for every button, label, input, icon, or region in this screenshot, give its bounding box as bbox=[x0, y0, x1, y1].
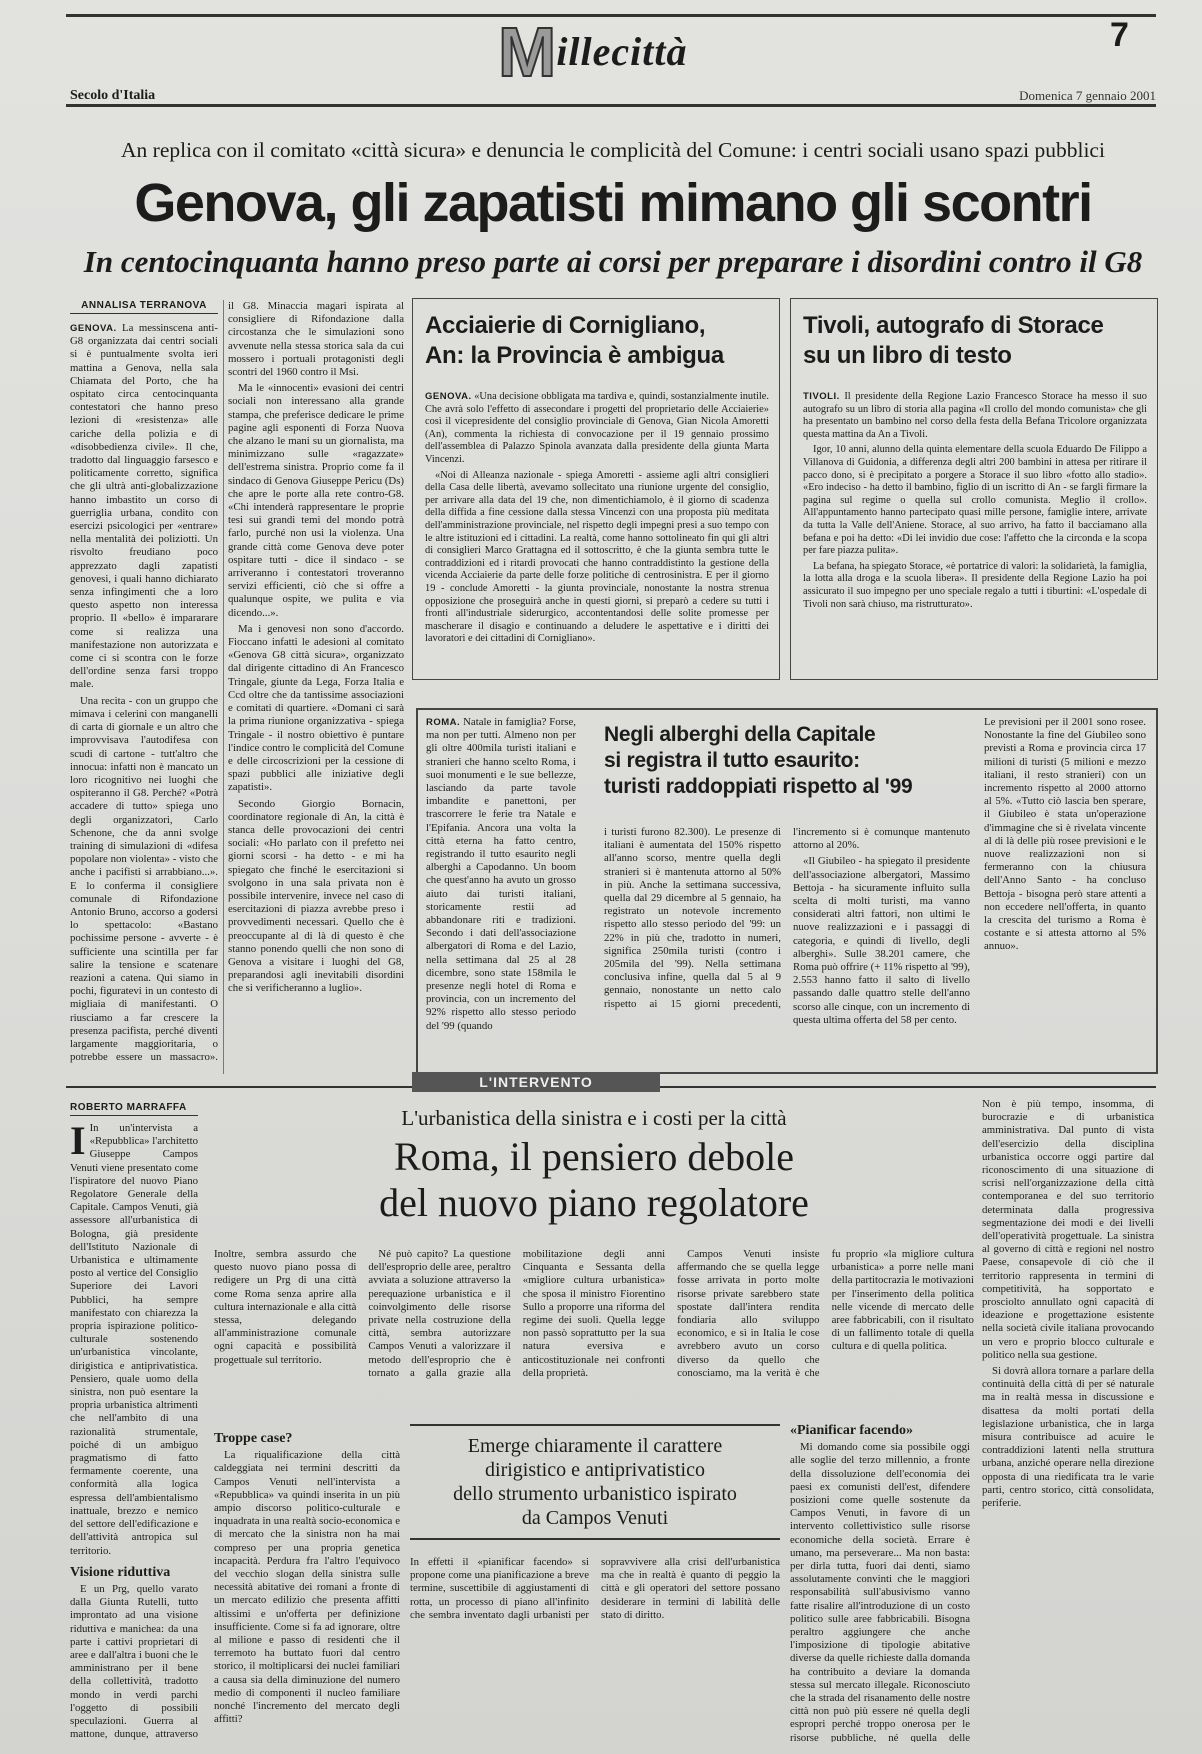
lead-paragraph: Ma le «innocenti» evasioni dei centri sociali non interessano alla grande stampa, che preferisce dedicare le prime pagine agli esponenti di Forza Nuova che alzano le mani su un giornalista, ma minimizzano sulle «ragazzate» dell'estrema sinistra. Proprio come fa il sindaco di Genova Giuseppe Pericu (Ds) che apre le porte alla rete contro-G8. «Chi intenderà rappresentare le proprie tesi sui grandi temi del mondo potrà farlo, purché non usi la violenza. Una grande città come Genova deve poter ospitare tutti - dice il sindaco - se arriveranno i contestatori troveranno servizi efficienti, ciò che si offre a qualunque ospite, we pulita e via dicendo...». bbox=[228, 382, 404, 619]
intervento-upper-columns: Inoltre, sembra assurdo che questo nuovo piano possa di redigere un Prg di una città come Roma senza aprire alla cultura internazionale e alla città stessa, delegando all'amministrazione comunale ogni capacità e possibilità progettuale sul territorio. Né può capito? La questione dell'esproprio delle aree, peraltro avviata a soluzione attraverso la perequazione urbanistica e il coinvolgimento delle risorse private nella costruzione della città, sembra autorizzare Campos Venuti a valorizzare il metodo dell'esproprio che è tornato a galla grazie alla mobilitazione degli anni Cinquanta e Sessanta della «migliore cultura urbanistica» che sposa il ministro Fiorentino Sullo a proporre una riforma del regime dei suoli. Quella legge non passò soprattutto per la sua natura eversiva e anticostituzionale nei confronti della proprietà. Campos Venuti insiste affermando che se quella legge fosse arrivata in porto molte risorse private sarebbero state spostate dall'intera rendita fondiaria allo sviluppo economico, e sì in Italia le cose avrebbero avuto un corso diverso da quello che conosciamo, ma la verità è che fu proprio «la migliore cultura urbanistica» a porre nelle mani della partitocrazia le motivazioni per l'inserimento della politica nelle vicende di mercato delle aree fabbricabili, con il risultato di un fallimento totale di quella cultura e di quella politica. bbox=[214, 1248, 974, 1379]
tivoli-body: TIVOLI. Il presidente della Regione Lazio Francesco Storace ha messo il suo autografo su un libro di storia alla pagina «Il crollo del mondo comunista» che gli ha presentato un bambino nel corso della festa della Befana Tricolore organizzata questa mattina da An a Tivoli. Igor, 10 anni, alunno della quinta elementare della scuola Eduardo De Filippo a Villanova di Guidonia, a differenza degli altri 200 bambini in attesa per ritirare il pacco dono, si è precipitato a porgere a Storace il suo libro «fotto allo stadio». «Ero indeciso - ha detto il bambino, figlio di un iscritto di An - se fargli firmare la pagina sul regime o quella sul crollo comunista. Meglio il crollo». All'appuntamento hanno partecipato quasi mille persone, famiglie intere, arrivate da tutta la Valle dell'Aniene. Storace, al suo arrivo, ha fatto il bacciamano alla befana e poi ha detto: «Di lei invidio due cose: l'affetto che la circonda e la scopa per fare piazza pulita». La befana, ha spiegato Storace, «è portatrice di valori: la solidarietà, la famiglia, la lotta alla droga e la scuola libera». Il presidente della Regione Lazio ha poi assicurato il suo impegno per uno speciale regalo a tutti i tiburtini: «L'ospedale di Tivoli non sarà chiuso, ma ristrutturato». bbox=[803, 391, 1147, 610]
section-logo: Millecittà bbox=[498, 13, 688, 91]
cornigliano-body: GENOVA. «Una decisione obbligata ma tardiva e, quindi, sostanzialmente inutile. Che avrà solo l'effetto di assecondare i progetti del proprietario delle Acciaierie» così il vicepresidente del consiglio provinciale di Genova, Gian Nicola Amoretti (An), commenta la richiesta di convocazione per il 19 gennaio prossimo dell'assemblea di Palazzo Spinola avanzata dalla presidente della giunta Marta Vincenzi. «Noi di Alleanza nazionale - spiega Amoretti - assieme agli altri consiglieri della Casa delle libertà, avevamo sollecitato una riunione urgente del consiglio, per arrivare alla data del 19 che, non dimentichiamolo, è il giorno di scadenza della diffida a fine cessione dalla stessa Vincenzi con una proposta più meditata dell'amministrazione provinciale, nel rispetto degli impegni presi a suo tempo con le altre istituzioni ed i cittadini. La realtà, come hanno sottolineato fin qui gli altri di consiglieri Marco Grattagna ed il sottoscritto, è che la giunta sembra tutte le contraddizioni ed i ritardi provocati che hanno contraddistinto la gestione della vicenda Acciaierie da parte delle forze politiche di centrosinistra. E per il giorno 19 - conclude Amoretti - la giunta provinciale, nonostante la nostra strenua opposizione che proseguirà anche in questi giorni, si preparò a cedere su tutti i fronti all'industriale siderurgico, accontentandosi delle solite promesse per mascherare il disagio e continuando a deludere le aspettative e i diritti dei lavoratori e dei cittadini di Cornigliano». bbox=[425, 391, 769, 645]
paper-name: Secolo d'Italia bbox=[70, 88, 156, 103]
lead-byline: ANNALISA TERRANOVA bbox=[81, 300, 207, 311]
alberghi-column-1: ROMA. Natale in famiglia? Forse, ma non per tutti. Almeno non per gli oltre 400mila turisti italiani e stranieri che hanno scelto Roma, i suoi monumenti e le sue bellezze, lasciando da parte tavole imbandite e panettoni, per trascorrere le ferie tra Natale e l'Epifania. Ancora una volta la città eterna ha fatto centro, registrando il tutto esaurito negli alberghi a Capodanno. Un boom che quest'anno ha avuto un grosso aiuto dai turisti italiani, storicamente restii ad abbandonare riti e tradizioni. Secondo i dati dell'associazione albergatori di Roma e del Lazio, nella settimana dal 25 al 28 dicembre, sono state 158mila le presenze negli hotel di Roma e provincia, con un incremento del 92% rispetto allo stesso periodo del '99 (quando bbox=[426, 716, 576, 1032]
column-rule bbox=[223, 300, 224, 1074]
intervento-column-1: I In un'intervista a «Repubblica» l'architetto Giuseppe Campos Venuti viene presentato come l'ispiratore del nuovo Piano Regolatore Generale della Capitale. Campos Venuti, già assessore all'urbanistica di Bologna, già presidente dell'Istituto Nazionale di Urbanistica e ultimamente posto al vertice del Consiglio Superiore dei Lavori Pubblici, ha sempre manifestato con chiarezza la propria ispirazione politico-culturale sostenendo un'urbanistica vincolante, dirigistica e antiprivatistica. Pensiero, quale uomo della sinistra, non può esentare la propria urbanistica altrimenti che nell'ambito di una razionalità strumentale, poiché di un ambiguo pragmatismo di fatto fermamente coerente, una conformità alla logica espressa dell'ambientalismo inattuale, brezzo e nemico del settore dell'edificazione e dell'attività antropica sul territorio. Visione riduttiva E un Prg, quello varato dalla Giunta Rutelli, tutto improntato ad una visione riduttiva e manichea: da una parte i cattivi proprietari di aree e dall'altra i buoni che le amministrano per il bene della collettività, tradotto mondo in verdi parchi l'oggetto di possibili speculazioni. Guerra al mattone, dunque, attraverso bbox=[70, 1122, 198, 1741]
alberghi-headline: Negli alberghi della Capitale si registra il tutto esaurito: turisti raddoppiati rispetto al '99 bbox=[604, 723, 913, 798]
lead-paragraph: Ma i genovesi non sono d'accordo. Fioccano infatti le adesioni al comitato «Genova G8 città sicura», organizzato dal dirigente cittadino di An Francesco Tringale, giunte da Lega, Forza Italia e Ccd oltre che da tantissime associazioni e comitati di quartiere. «Domani ci sarà la prima riunione organizzativa - spiega Tringale - il nostro obiettivo è puntare l'indice contro le complicità del Comune e delle circoscrizioni per la cessione di spazi pubblici alle iniziative degli zapatisti». bbox=[228, 622, 404, 794]
lead-paragraph: Secondo Giorgio Bornacin, coordinatore regionale di An, la città è stanca delle provocazioni dei centri sociali: «Ho parlato con il prefetto nei giorni scorsi - ha detto - e mi ha spiegato che finché le esercitazioni si svolgono in una sala privata non è possibile intervenire, invece nel caso di esercitazioni di piazza avrebbe preso i provvedimenti necessari. Quello che è preoccupante al di là di questo è che stanno ponendo quelli che non sono di Genova a visitare i luoghi del G8, preparandosi agli inevitabili disordini che si verificheranno a luglio». bbox=[228, 797, 404, 995]
tivoli-headline: Tivoli, autografo di Storace su un libro di testo bbox=[803, 312, 1104, 369]
tivoli-box bbox=[790, 298, 1158, 680]
top-rule bbox=[66, 14, 1156, 17]
lead-subheadline: In centocinquanta hanno preso parte ai corsi per preparare i disordini contro il G8 bbox=[83, 244, 1143, 279]
intervento-banner: L'INTERVENTO bbox=[412, 1072, 660, 1092]
intervento-column-5-lower: «Pianificar facendo» Mi domando come sia possibile oggi alle soglie del terzo millennio, a fronte della dissoluzione dell'economia dei paesi ex comunisti dell'est, difendere posizioni come quelle sostenute da Campos Venuti, in favore di un intervento collettivistico sulle risorse economiche della società. Errare è umano, ma perseverare... Ma non basta: per dirla tutta, fuori dai denti, siamo assolutamente convinti che le maggiori responsabilità sull'abusivismo vanno fatte risalire all'introduzione di un costo politico sulle aree fabbricabili. Bisogna peraltro aggiungere che anche l'imposizione di tipologie abitative diverse da quelle richieste dalla domanda ha contribuito a deviare la domanda stessa sul mercato illegale. Riconosciuto che la strada del risanamento delle nostre città non può più essere né quella degli espropri perché troppo onerosa per le risorse pubbliche, né quella delle bbox=[790, 1424, 970, 1742]
issue-date: Domenica 7 gennaio 2001 bbox=[1019, 88, 1156, 103]
intervento-byline: ROBERTO MARRAFFA bbox=[70, 1102, 187, 1113]
lead-kicker: An replica con il comitato «città sicura» e denuncia le complicità del Comune: i centri sociali usano spazi pubblici bbox=[121, 138, 1105, 162]
intervento-column-2-lower: Troppe case? La riqualificazione della città caldeggiata nei termini descritti da Campos Venuti nell'intervista a «Repubblica» va quindi inserita in un più ampio discorso politico-culturale e inquadrata in una realtà socio-economica e di mercato che la sinistra non ha mai compreso per una propria genetica incapacità. Perdura fra l'altro l'equivoco del vecchio slogan della sinistra sulle necessità abitative dei romani a fronte di un mercato edilizio che presenta affitti altissimi e un'offerta per definizione insufficiente. Come si fa ad ignorare, oltre al milione e passo di residenti che il terremoto ha buttato fuori dal centro storico, il moltiplicarsi dei nuclei familiari a causa sia della diminuzione del numero medio di componenti il nucleo familiare nonché l'incremento del mercato degli affitti? bbox=[214, 1431, 400, 1726]
lead-column-1: GENOVA. La messinscena anti-G8 organizzata dai centri sociali si è puntualmente svolta ieri mattina a Genova, nella sala Chiamata del Porto, che ha ospitato circa centocinquanta contestatori che hanno preso lezioni di «resistenza» alle cariche della polizia e di «disobbedienza civile». Il che, tradotto dal linguaggio farsesco e politicamente corretto, significa che gli ultrà anti-globalizzazione hanno imbastito un corso di guerriglia urbana, condito con esercizi psicologici per «entrare» nella mentalità dei poliziotti. Un risvolto freudiano poco apprezzato dagli zapatisti genovesi, i quali hanno dichiarato senza infingimenti che a loro questo aspetto non interessa proprio. Il «bello» è impararare come si realizza una manifestazione non autorizzata e come ci si scontra con le forze dell'ordine senza farsi troppo male. Una recita - con un gruppo che mimava i celerini con manganelli di carta di giornale e un altro che improvvisava l'autodifesa con scudi di cartone - tutt'altro che innocua: infatti non è mancato un loro ricognitivo nei luoghi che ospiteranno il G8. Perché? «Potrà accadere di tutto» spiega uno degli organizzatori, Carlo Schenone, che da anni svolge training di simulazioni di «difesa popolare non violenta» - visto che anche i pacifisti si arrabbiano...». E lo conferma il consigliere comunale di Rifondazione Antonio Bruno, accorso a godersi lo spettacolo: «Bastano pochissime persone - avverte - è sufficiente una scintilla per far salire la tensione e scatenare reazioni a catena. Qui siamo in pochi, figuratevi in un contesto di migliaia di manifestanti. O riusciamo a far crescere la presenza pacifista, perché diventi largamente maggioritaria, o potrebbe essere un massacro». bbox=[70, 322, 218, 1074]
cornigliano-headline: Acciaierie di Cornigliano, An: la Provincia è ambigua bbox=[425, 312, 724, 369]
lead-dateline: GENOVA. bbox=[70, 323, 117, 334]
intervento-column-6: Non è più tempo, insomma, di burocrazie e di urbanistica amministrativa. Dal punto di vista dell'esercizio della disciplina urbanistica occorre oggi partire dal riconoscimento di una situazione di scrisi nell'organizzazione della città contemporanea e del suo territorio determinata dalla progressiva segmentazione dei modi e dei livelli dell'operatività progettuale. La sinistra al governo di città e regioni nel nostro Paese, consapevole di ciò che il territorio rappresenta in termini di competitività, ha sopportato e prosciolto annullato ogni capacità di ideazione e progettazione esistente nella società civile italiana provocando un vero e proprio blocco culturale e politico nella sua gestione. Si dovrà allora tornare a parlare della continuità della città di per sé naturale ma in realtà messa in discussione e disattesa da molti portati della legislazione urbanistica, che in larga misura contribuisce ad acuire le contraddizioni latenti nella struttura urbana, anziché operare nella direzione opposta di una riedificata tra le varie parti, centro storico, città consolidata, periferie. bbox=[982, 1098, 1154, 1510]
pull-quote: Emerge chiaramente il carattere dirigistico e antiprivatistico dello strumento urbanistico ispirato da Campos Venuti bbox=[410, 1424, 780, 1540]
subhead-troppe-case: Troppe case? bbox=[214, 1431, 293, 1446]
intervento-lower-columns: In effetti il «pianificar facendo» si propone come una pianificazione a breve termine, suscettibile di aggiustamenti di rotta, un processo di piano all'infinito che sembra inventato dagli urbanisti per sopravvivere alla crisi dell'urbanistica ma che in realtà è quanto di peggio la città e gli operatori del settore possano desiderare in termini di labilità delle stato di diritto. bbox=[410, 1556, 780, 1621]
masthead-rule bbox=[66, 104, 1156, 107]
cornigliano-box bbox=[412, 298, 780, 680]
subhead-pianificar: «Pianificar facendo» bbox=[790, 1424, 914, 1438]
subhead-visione: Visione riduttiva bbox=[70, 1564, 171, 1580]
alberghi-columns-2-3: i turisti furono 82.300). Le presenze di italiani è aumentata del 150% rispetto all'anno scorso, mentre quella degli stranieri si è mantenuta attorno al 50% in più. Anche la settimana successiva, quella dal 29 dicembre al 5 gennaio, ha registrato un notevole incremento rispetto allo stesso periodo del '99: un 22% in più che, tradotto in numeri, significa 250mila turisti (contro i 205mila del '99). Nella settimana conclusiva infine, quella dal 5 al 9 gennaio, nonostante un netto calo rispetto ai 15 giorni precedenti, l'incremento si è comunque mantenuto attorno al 20%. «Il Giubileo - ha spiegato il presidente dell'associazione albergatori, Massimo Bettoja - ha sicuramente influito sulla scelta di molti turisti, ma vanno considerati altri fattori, non ultimi le nuove realizzazioni e i passaggi di categoria, e quindi di livello, degli alberghi». Sulle 38.201 camere, che Roma può offrire (+ 11% rispetto al '99), 2.553 hanno fatto il salto di livello passando dalle quattro stelle dell'anno scorso alle cinque, con un incremento di questa ultima offerta del 58 per cento. bbox=[604, 826, 970, 1026]
page-number: 7 bbox=[1110, 16, 1129, 54]
lead-paragraph: Una recita - con un gruppo che mimava i celerini con manganelli di carta di giornale e un altro che improvvisava l'autodifesa con scudi di cartone - tutt'altro che innocua: infatti non è mancato un loro ricognitivo nei luoghi che ospiteranno il G8. Perché? «Potrà accadere di tutto» spiega uno degli organizzatori, Carlo Schenone, che da anni svolge training di simulazioni di «difesa popolare non violenta» - visto che anche i pacifisti si arrabbiano...». E lo conferma il consigliere comunale di Rifondazione Antonio Bruno, accorso a godersi lo spettacolo: «Bastano pochissime persone - avverte - è sufficiente una scintilla per far salire la tensione e scatenare reazioni a catena. Qui siamo in pochi, figuratevi in un contesto di migliaia di manifestanti. O riusciamo a far crescere la presenza pacifista, perché diventi largamente maggioritaria, o potrebbe essere un massacro». bbox=[70, 694, 218, 1064]
alberghi-column-4: Le previsioni per il 2001 sono rosee. Nonostante la fine del Giubileo sono previsti a Roma e provincia circa 17 milioni di turisti (5 milioni e mezzo italiani, il resto stranieri) con un incremento rispetto al 2000 attorno al 5%. «Tutto ciò lascia ben sperare, il Giubileo è stata un'operazione d'immagine che si è rivelata vincente al di là delle più rosee previsioni e le nuove realizzazioni non si fermeranno con la chiusura dell'Anno Santo - ha concluso Bettoja - bisogna però stare attenti a non eccedere nell'offerta, in quanto la crescita del turismo a Roma è costante e si attesta attorno al 5% annuo». bbox=[984, 716, 1146, 953]
intervento-headline: Roma, il pensiero debole del nuovo piano regolatore bbox=[379, 1134, 809, 1225]
alberghi-box bbox=[416, 708, 1158, 1074]
intervento-kicker: L'urbanistica della sinistra e i costi per la città bbox=[401, 1106, 787, 1130]
lead-column-2 bbox=[228, 300, 404, 1074]
lead-paragraph: il G8. Minaccia magari ispirata al consigliere di Rifondazione dalla circostanza che le simulazioni sono avvenute nella stessa storica sala da cui mossero i portuali protagonisti degli scontri del 1960 contro il Msi. bbox=[228, 300, 404, 379]
lead-headline: Genova, gli zapatisti mimano gli scontri bbox=[134, 173, 1092, 233]
